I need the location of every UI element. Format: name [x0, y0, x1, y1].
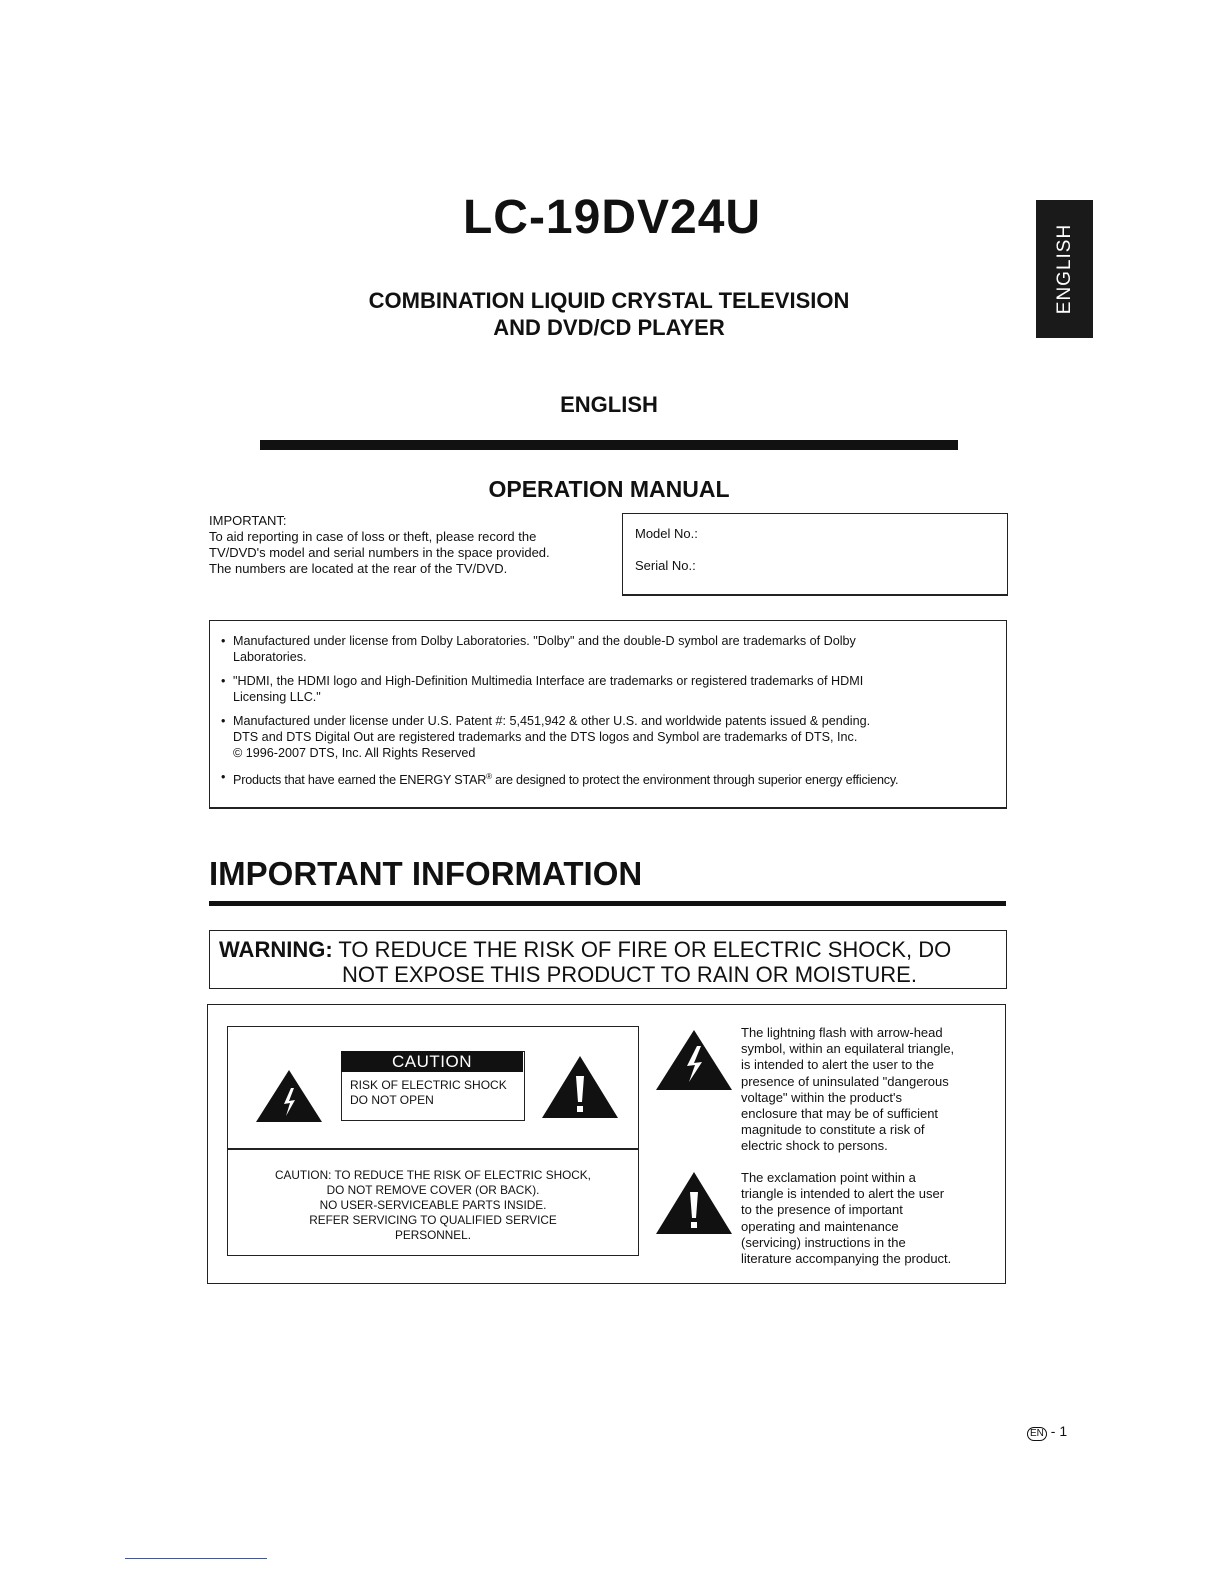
trademarks-box	[209, 620, 1007, 809]
trademark-item-energy-star	[220, 769, 1010, 788]
trademark-dts-line-1: • Manufactured under license under U.S. Patent #: 5,451,942 & other U.S. and worldwide patents issued & pending.	[233, 714, 871, 728]
exclamation-desc-line-1: The exclamation point within a	[741, 1170, 916, 1185]
lightning-desc-line-7: magnitude to constitute a risk of	[741, 1122, 925, 1138]
important-note	[209, 513, 609, 577]
caution-label-line-2: DO NOT OPEN	[350, 1093, 434, 1107]
caution-text-line-5: PERSONNEL.	[394, 1228, 472, 1242]
page-number-value: 1	[1059, 1423, 1068, 1439]
lightning-desc-line-5: voltage" within the product's	[741, 1089, 903, 1105]
section-rule	[209, 901, 1006, 906]
lightning-symbol-icon	[654, 1028, 734, 1092]
lightning-description	[741, 1025, 991, 1155]
registered-mark: ®	[486, 772, 492, 781]
exclamation-desc-line-2: triangle is intended to alert the user	[741, 1186, 945, 1202]
trademark-dts-line-2: DTS and DTS Digital Out are registered trademarks and the DTS logos and Symbol are trademarks of DTS, Inc.	[233, 730, 858, 744]
warning-line-1	[219, 937, 951, 963]
warning-line-2: NOT EXPOSE THIS PRODUCT TO RAIN OR MOISTURE.	[342, 962, 917, 987]
lightning-desc-line-3: is intended to alert the user to the	[741, 1057, 934, 1073]
trademark-dolby-line-2: Laboratories.	[233, 650, 307, 664]
caution-label-head: CAUTION	[341, 1051, 523, 1072]
page-number-sep: -	[1046, 1423, 1060, 1439]
caution-text-line-3: NO USER-SERVICEABLE PARTS INSIDE.	[319, 1198, 547, 1212]
model-no-label: Model No.:	[635, 526, 698, 541]
lightning-desc-line-2: symbol, within an equilateral triangle,	[741, 1041, 955, 1057]
caution-text-line-4: REFER SERVICING TO QUALIFIED SERVICE	[309, 1213, 557, 1227]
trademark-hdmi-line-1: • "HDMI, the HDMI logo and High-Definition Multimedia Interface are trademarks or registered trademarks of HDMI	[233, 674, 864, 688]
subtitle-line-2: AND DVD/CD PLAYER	[493, 315, 725, 340]
caution-instructions	[229, 1168, 637, 1243]
trademark-item-hdmi	[220, 673, 1010, 705]
exclamation-description	[741, 1170, 991, 1267]
caution-panel-divider	[227, 1148, 638, 1150]
side-tab-label: ENGLISH	[1053, 223, 1075, 315]
trademark-hdmi-line-2: Licensing LLC."	[233, 690, 321, 704]
important-line-2: TV/DVD's model and serial numbers in the space provided.	[209, 545, 550, 560]
exclamation-desc-line-4: operating and maintenance	[741, 1218, 899, 1234]
lightning-desc-line-1: The lightning flash with arrow-head	[741, 1025, 943, 1040]
caution-label-body	[350, 1078, 507, 1108]
exclamation-desc-line-5: (servicing) instructions in the	[741, 1234, 906, 1250]
exclamation-desc-line-6: literature accompanying the product.	[741, 1251, 952, 1267]
exclamation-symbol-icon	[654, 1170, 734, 1236]
trademark-item-dts	[220, 713, 1010, 761]
important-line-3: The numbers are located at the rear of the TV/DVD.	[209, 561, 508, 576]
trademark-item-dolby	[220, 633, 1010, 665]
trademarks-list	[220, 633, 1010, 796]
serial-no-label: Serial No.:	[635, 558, 696, 573]
warning-text-1: TO REDUCE THE RISK OF FIRE OR ELECTRIC SHOCK, DO	[332, 937, 952, 962]
caution-label-line-1: RISK OF ELECTRIC SHOCK	[350, 1078, 507, 1092]
caution-text-line-2: DO NOT REMOVE COVER (OR BACK).	[326, 1183, 540, 1197]
subtitle-line-1: COMBINATION LIQUID CRYSTAL TELEVISION	[368, 288, 850, 313]
important-line-1: To aid reporting in case of loss or theft, please record the	[209, 529, 537, 544]
page-number	[1027, 1423, 1067, 1441]
product-subtitle	[0, 287, 1218, 341]
header-rule	[260, 440, 958, 450]
language-heading: ENGLISH	[560, 392, 658, 417]
manual-title: OPERATION MANUAL	[488, 476, 730, 502]
exclamation-desc-line-3: to the presence of important	[741, 1202, 903, 1218]
lightning-triangle-icon	[254, 1068, 324, 1124]
caution-text-line-1: CAUTION: TO REDUCE THE RISK OF ELECTRIC SHOCK,	[275, 1168, 591, 1182]
energy-star-text-b: are designed to protect the environment through superior energy efficiency.	[491, 773, 899, 788]
section-title: IMPORTANT INFORMATION	[209, 855, 643, 892]
exclamation-triangle-icon	[540, 1054, 620, 1120]
lang-code-badge: EN	[1027, 1427, 1047, 1441]
energy-star-text-a: Products that have earned the ENERGY STAR	[233, 773, 487, 788]
lightning-desc-line-6: enclosure that may be of sufficient	[741, 1106, 939, 1122]
model-number: LC-19DV24U	[462, 191, 762, 244]
trademark-dts-line-3: © 1996-2007 DTS, Inc. All Rights Reserved	[233, 746, 476, 760]
important-heading: IMPORTANT:	[209, 513, 287, 528]
record-box	[622, 513, 1008, 596]
warning-label: WARNING:	[219, 937, 333, 962]
lightning-desc-line-8: electric shock to persons.	[741, 1138, 888, 1154]
lightning-desc-line-4: presence of uninsulated "dangerous	[741, 1073, 949, 1089]
trademark-dolby-line-1: • Manufactured under license from Dolby Laboratories. "Dolby" and the double-D symbol are trademarks of Dolby	[233, 634, 856, 648]
footer-link-underline	[125, 1558, 267, 1559]
